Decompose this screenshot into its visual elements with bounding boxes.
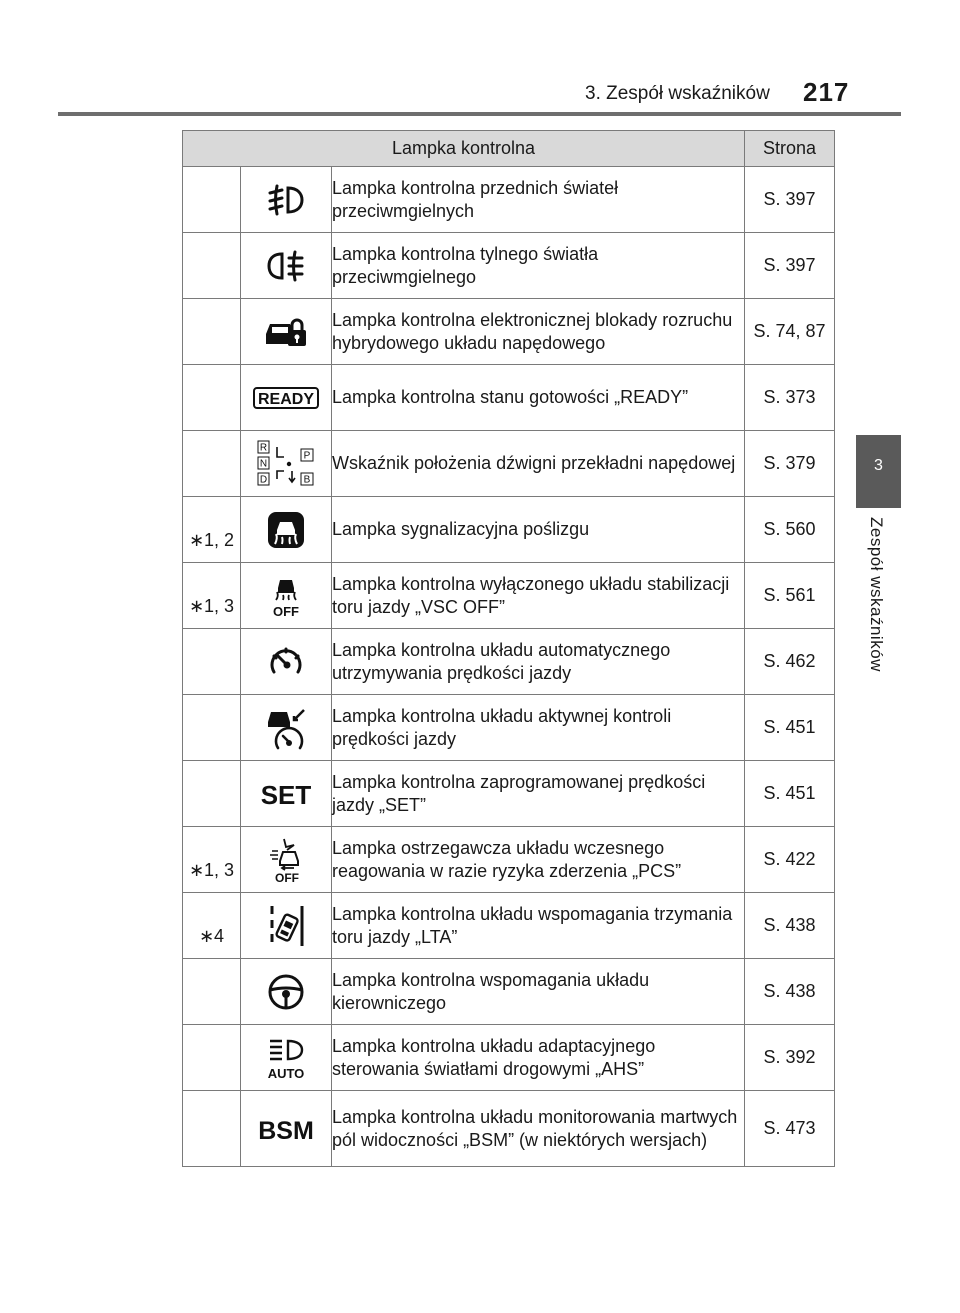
row-page: S. 451 <box>745 761 835 827</box>
cruise-control-icon <box>241 629 332 695</box>
set-icon <box>241 761 332 827</box>
table-header-row <box>183 131 835 167</box>
row-description: Wskaźnik położenia dźwigni przekładni napędowej <box>332 431 745 497</box>
row-description: Lampka kontrolna układu aktywnej kontroli prędkości jazdy <box>332 695 745 761</box>
row-note: ∗1, 3 <box>183 563 241 629</box>
row-page: S. 373 <box>745 365 835 431</box>
row-page: S. 392 <box>745 1025 835 1091</box>
row-description: Lampka kontrolna elektronicznej blokady rozruchu hybrydowego układu napędowego <box>332 299 745 365</box>
row-page: S. 560 <box>745 497 835 563</box>
row-description: Lampka kontrolna układu monitorowania martwych pól widoczności „BSM” (w niektórych wersjach) <box>332 1091 745 1167</box>
row-description: Lampka kontrolna tylnego światła przeciwmgielnego <box>332 233 745 299</box>
row-page: S. 438 <box>745 893 835 959</box>
table-row <box>183 1091 835 1167</box>
row-description: Lampka kontrolna stanu gotowości „READY” <box>332 365 745 431</box>
row-page: S. 473 <box>745 1091 835 1167</box>
vsc-off-icon <box>241 563 332 629</box>
svg-text:P: P <box>303 450 311 461</box>
svg-text:OFF: OFF <box>273 603 299 618</box>
row-note <box>183 761 241 827</box>
row-page: S. 74, 87 <box>745 299 835 365</box>
row-note <box>183 1025 241 1091</box>
table-row <box>183 761 835 827</box>
chapter-label: Zespół wskaźników <box>867 517 886 672</box>
row-note <box>183 299 241 365</box>
shift-position-icon <box>241 431 332 497</box>
table-row <box>183 299 835 365</box>
row-description: Lampka kontrolna wspomagania układu kierowniczego <box>332 959 745 1025</box>
section-title: 3. Zespół wskaźników <box>585 83 770 104</box>
row-page: S. 451 <box>745 695 835 761</box>
column-header-indicator: Lampka kontrolna <box>183 131 745 167</box>
row-description: Lampka kontrolna zaprogramowanej prędkości jazdy „SET” <box>332 761 745 827</box>
page-header <box>0 0 960 120</box>
row-page: S. 379 <box>745 431 835 497</box>
row-note <box>183 431 241 497</box>
header-rule <box>58 112 901 116</box>
table-row <box>183 959 835 1025</box>
column-header-page: Strona <box>745 131 835 167</box>
row-description: Lampka kontrolna przednich świateł przeciwmgielnych <box>332 167 745 233</box>
table-row <box>183 827 835 893</box>
row-page: S. 462 <box>745 629 835 695</box>
table-row <box>183 893 835 959</box>
table-row <box>183 695 835 761</box>
slip-indicator-icon <box>241 497 332 563</box>
row-note <box>183 959 241 1025</box>
chapter-number: 3 <box>874 457 883 474</box>
row-description: Lampka kontrolna układu wspomagania trzymania toru jazdy „LTA” <box>332 893 745 959</box>
table-row <box>183 629 835 695</box>
svg-text:BSM: BSM <box>258 1116 314 1144</box>
ahs-auto-icon <box>241 1025 332 1091</box>
indicator-table <box>182 130 835 1167</box>
table-row <box>183 497 835 563</box>
svg-text:R: R <box>259 442 268 453</box>
page-number: 217 <box>803 77 850 107</box>
row-page: S. 397 <box>745 167 835 233</box>
svg-text:AUTO: AUTO <box>267 1065 305 1081</box>
front-fog-light-icon <box>241 167 332 233</box>
rear-fog-light-icon <box>241 233 332 299</box>
lta-icon <box>241 893 332 959</box>
row-description: Lampka kontrolna układu adaptacyjnego sterowania światłami drogowymi „AHS” <box>332 1025 745 1091</box>
row-description: Lampka ostrzegawcza układu wczesnego reagowania w razie ryzyka zderzenia „PCS” <box>332 827 745 893</box>
row-description: Lampka kontrolna układu automatycznego utrzymywania prędkości jazdy <box>332 629 745 695</box>
svg-text:D: D <box>259 474 268 485</box>
row-description: Lampka kontrolna wyłączonego układu stabilizacji toru jazdy „VSC OFF” <box>332 563 745 629</box>
radar-cruise-icon <box>241 695 332 761</box>
table-row <box>183 167 835 233</box>
ready-label: READY <box>257 390 315 408</box>
svg-text:N: N <box>259 458 268 469</box>
row-page: S. 422 <box>745 827 835 893</box>
pcs-off-icon <box>241 827 332 893</box>
svg-text:OFF: OFF <box>275 870 299 883</box>
row-description: Lampka sygnalizacyjna poślizgu <box>332 497 745 563</box>
table-row <box>183 563 835 629</box>
row-page: S. 397 <box>745 233 835 299</box>
row-note <box>183 365 241 431</box>
row-note: ∗1, 3 <box>183 827 241 893</box>
svg-text:B: B <box>303 474 311 485</box>
row-note <box>183 1091 241 1167</box>
table-row <box>183 1025 835 1091</box>
immobilizer-icon <box>241 299 332 365</box>
row-note <box>183 695 241 761</box>
ready-icon <box>241 365 332 431</box>
chapter-tab <box>856 435 901 508</box>
row-page: S. 561 <box>745 563 835 629</box>
bsm-icon <box>241 1091 332 1167</box>
table-row <box>183 431 835 497</box>
table-row <box>183 365 835 431</box>
row-page: S. 438 <box>745 959 835 1025</box>
row-note <box>183 167 241 233</box>
table-row <box>183 233 835 299</box>
row-note: ∗4 <box>183 893 241 959</box>
row-note <box>183 629 241 695</box>
row-note: ∗1, 2 <box>183 497 241 563</box>
row-note <box>183 233 241 299</box>
svg-text:SET: SET <box>260 779 312 809</box>
steering-assist-icon <box>241 959 332 1025</box>
